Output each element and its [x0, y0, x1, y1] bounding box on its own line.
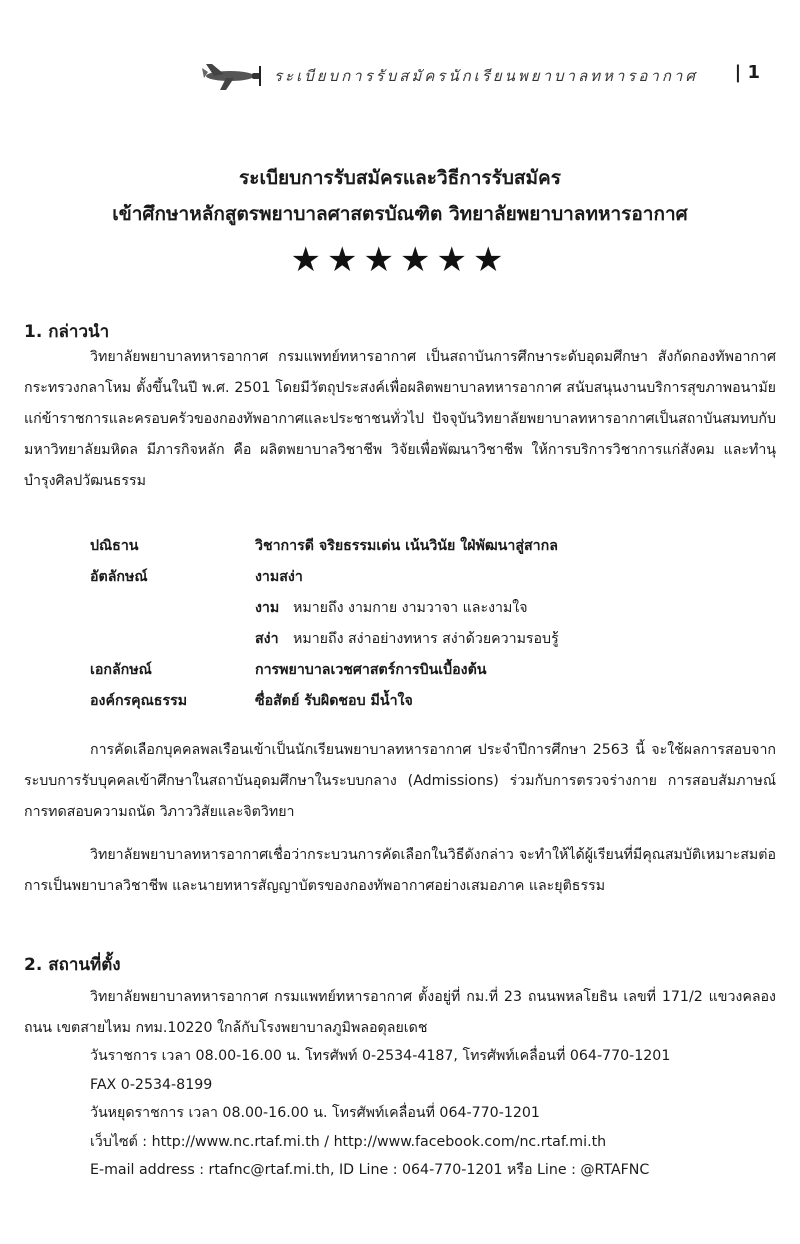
- values-label: องค์กรคุณธรรม: [90, 692, 188, 709]
- intro-paragraph: วิทยาลัยพยาบาลทหารอากาศ กรมแพทย์ทหารอากาศ เป็นสถาบันการศึกษาระดับอุดมศึกษา สังกัดกองทัพอากาศ กระทรวงกลาโหม ตั้งขึ้นในปี พ.ศ. 2501 โดยมีวัตถุประสงค์เพื่อผลิตพยาบาลทหารอากาศ สนับสนุนงานบริการสุขภาพอนามัยแก่ข้าราชการและครอบครัวของกองทัพอากาศและประชาชนทั่วไป ปัจจุบันวิทยาลัยพยาบาลทหารอากาศเป็นสถาบันสมทบกับมหาวิทยาลัยมหิดล มีภารกิจหลัก คือ ผลิตพยาบาลวิชาชีพ วิจัยเพื่อพัฒนาวิชาชีพ ให้การบริการวิชาการแก่สังคม และทำนุบำรุงศิลปวัฒนธรรม: [24, 349, 776, 489]
- uniqueness-row: [90, 654, 559, 685]
- address-paragraph: วิทยาลัยพยาบาลทหารอากาศ กรมแพทย์ทหารอากาศ ตั้งอยู่ที่ กม.ที่ 23 ถนนพหลโยธิน เลขที่ 171/2 แขวงคลองถนน เขตสายไหม กทม.10220 ใกล้กับโรงพยาบาลภูมิพลอดุลยเดช: [24, 989, 776, 1036]
- belief-paragraph: วิทยาลัยพยาบาลทหารอากาศเชื่อว่ากระบวนการคัดเลือกในวิธีดังกล่าว จะทำให้ได้ผู้เรียนที่มีคุณสมบัติเหมาะสมต่อการเป็นพยาบาลวิชาชีพ และนายทหารสัญญาบัตรของกองทัพอากาศอย่างเสมอภาค และยุติธรรม: [24, 847, 776, 894]
- website-link[interactable]: เว็บไซต์ : http://www.nc.rtaf.mi.th / http://www.facebook.com/nc.rtaf.mi.th: [90, 1133, 607, 1150]
- mottos-table: [90, 530, 559, 716]
- running-title: ระเบียบการรับสมัครนักเรียนพยาบาลทหารอากาศ: [274, 67, 698, 85]
- ngam-word: งาม: [255, 599, 280, 616]
- sanga-row: [90, 623, 559, 654]
- airplane-icon: [200, 58, 266, 94]
- pledge-label: ปณิธาน: [90, 537, 139, 554]
- ngam-meaning: หมายถึง งามกาย งามวาจา และงามใจ: [293, 599, 528, 616]
- page-header: [200, 58, 760, 94]
- fax-number: FAX 0-2534-8199: [90, 1076, 213, 1093]
- sanga-word: สง่า: [255, 630, 279, 647]
- values-value: ซื่อสัตย์ รับผิดชอบ มีน้ำใจ: [255, 692, 413, 709]
- sanga-meaning: หมายถึง สง่าอย่างทหาร สง่าด้วยความรอบรู้: [293, 630, 559, 647]
- values-row: [90, 685, 559, 716]
- title-line-1: ระเบียบการรับสมัครและวิธีการรับสมัคร: [239, 167, 561, 189]
- pledge-row: [90, 530, 559, 561]
- weekday-phone: วันราชการ เวลา 08.00-16.00 น. โทรศัพท์ 0-2534-4187, โทรศัพท์เคลื่อนที่ 064-770-1201: [90, 1048, 671, 1064]
- document-title: [0, 160, 800, 232]
- selection-paragraph: การคัดเลือกบุคคลพลเรือนเข้าเป็นนักเรียนพยาบาลทหารอากาศ ประจำปีการศึกษา 2563 นี้ จะใช้ผลการสอบจากระบบการรับบุคคลเข้าศึกษาในสถาบันอุดมศึกษาในระบบกลาง (Admissions) ร่วมกับการตรวจร่างกาย การสอบสัมภาษณ์ การทดสอบความถนัด วิภาววิสัยและจิตวิทยา: [24, 742, 776, 820]
- holiday-phone: วันหยุดราชการ เวลา 08.00-16.00 น. โทรศัพท์เคลื่อนที่ 064-770-1201: [90, 1105, 540, 1121]
- title-line-2: เข้าศึกษาหลักสูตรพยาบาลศาสตรบัณฑิต วิทยาลัยพยาบาลทหารอากาศ: [112, 203, 688, 225]
- identity-label: อัตลักษณ์: [90, 568, 148, 585]
- uniqueness-label: เอกลักษณ์: [90, 661, 152, 678]
- section-2-heading: 2. สถานที่ตั้ง: [24, 955, 121, 975]
- email-line[interactable]: E-mail address : rtafnc@rtaf.mi.th, ID Line : 064-770-1201 หรือ Line : @RTAFNC: [90, 1162, 650, 1178]
- page-number-value: 1: [747, 62, 760, 83]
- contact-block: [90, 1042, 670, 1185]
- star-divider: ★★★★★★: [290, 240, 510, 280]
- pledge-value: วิชาการดี จริยธรรมเด่น เน้นวินัย ใฝ่พัฒนาสู่สากล: [255, 537, 558, 554]
- ngam-row: [90, 592, 559, 623]
- page-number: | 1: [734, 62, 760, 83]
- section-1-heading: 1. กล่าวนำ: [24, 322, 110, 342]
- uniqueness-value: การพยาบาลเวชศาสตร์การบินเบื้องต้น: [255, 661, 487, 678]
- identity-value: งามสง่า: [255, 568, 303, 585]
- identity-row: [90, 561, 559, 592]
